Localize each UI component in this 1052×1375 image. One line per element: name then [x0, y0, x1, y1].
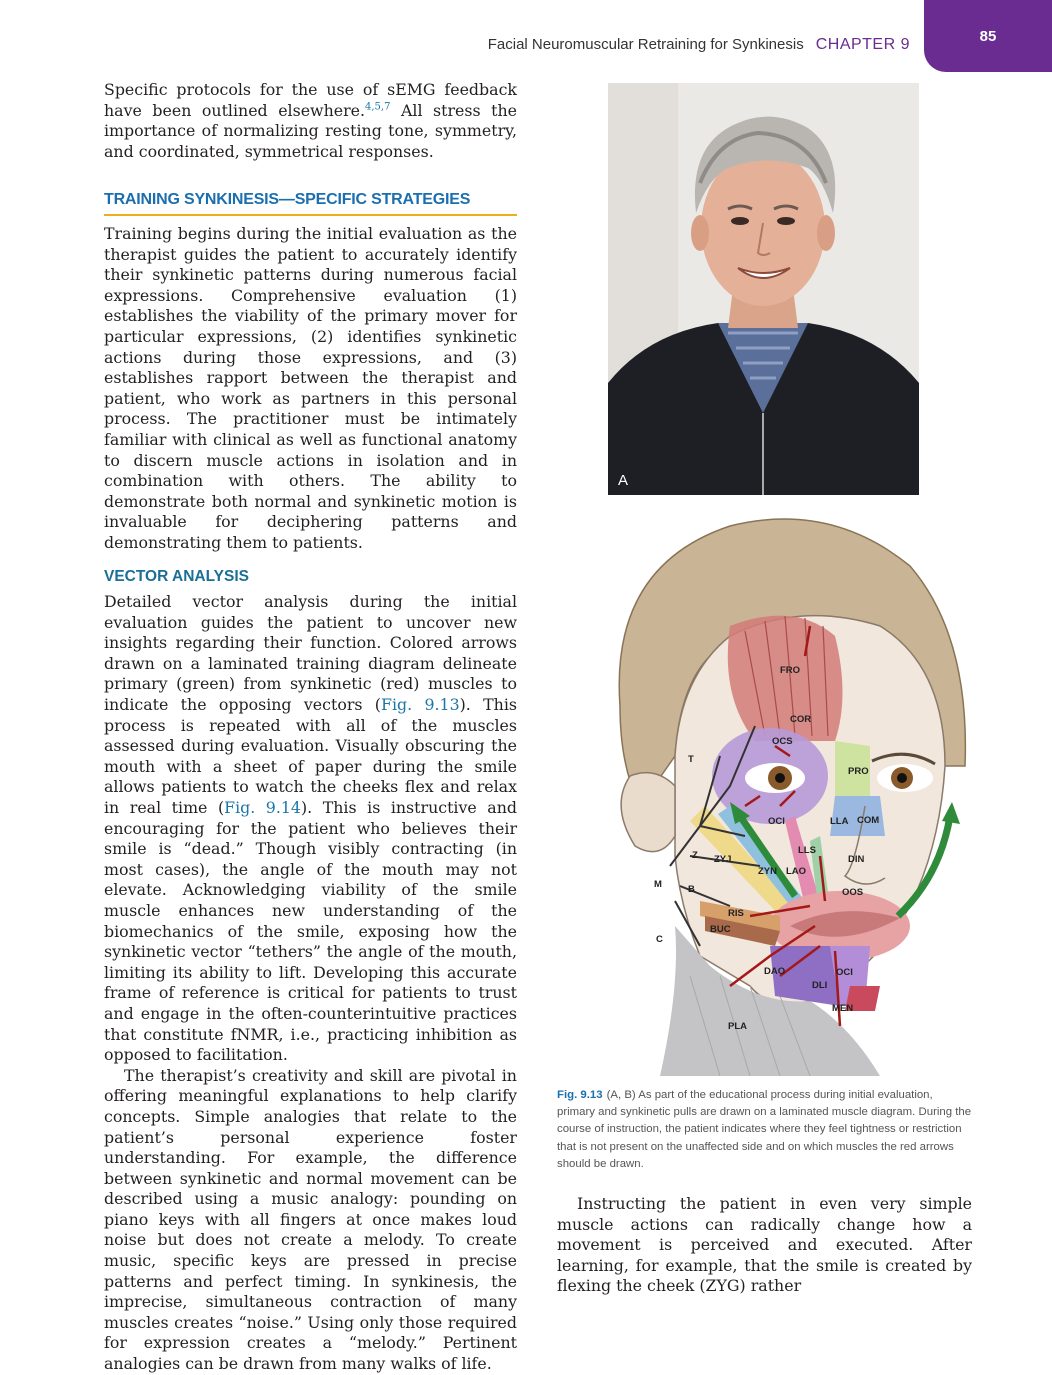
- section-heading-training: TRAINING SYNKINESIS—SPECIFIC STRATEGIES: [104, 190, 517, 216]
- label-men: MEN: [832, 1003, 854, 1014]
- left-column: [104, 80, 517, 1375]
- label-dli: DLI: [812, 980, 828, 991]
- figure-link-9-13[interactable]: Fig. 9.13: [380, 695, 460, 715]
- label-com: COM: [857, 815, 880, 826]
- caption-text: (A, B) As part of the educational process during initial evaluation, primary and synkinetic pulls are drawn on a laminated muscle diagram. During the course of instruction, the patient indicates where they feel tightness or restriction that is not present on the unaffected side and on which muscles the red arrows should be drawn.: [557, 1089, 972, 1170]
- facial-muscle-illustration: [580, 506, 970, 1076]
- label-ris: RIS: [728, 908, 744, 919]
- patient-portrait-illustration: [608, 83, 919, 495]
- label-z: Z: [692, 850, 698, 861]
- label-lao: LAO: [786, 866, 807, 877]
- label-dao: DAO: [764, 966, 786, 977]
- figure-number: Fig. 9.13: [557, 1089, 603, 1101]
- label-t: T: [688, 754, 694, 765]
- label-oci-lower: OCI: [836, 967, 853, 978]
- label-oos: OOS: [842, 887, 864, 898]
- label-zyn: ZYN: [758, 866, 777, 877]
- label-cor: COR: [790, 714, 812, 725]
- chapter-label: CHAPTER 9: [815, 36, 910, 53]
- page-number: 85: [979, 27, 997, 45]
- figure-link-9-14[interactable]: Fig. 9.14: [224, 798, 301, 817]
- photo-panel-label: A: [618, 472, 629, 489]
- label-pla: PLA: [728, 1021, 747, 1032]
- paragraph-semg: Specific protocols for the use of sEMG feedback have been outlined elsewhere.$^{4,5,7}$ All stress the importance of normalizing resting tone, symmetry, and coordinated, symmetrical responses.: [104, 80, 517, 161]
- subsection-heading-vector: VECTOR ANALYSIS: [104, 568, 249, 586]
- label-c: C: [656, 934, 663, 945]
- label-lls: LLS: [798, 845, 816, 856]
- label-ocs: OCS: [772, 736, 793, 747]
- paragraph-vector: Detailed vector analysis during the initial evaluation guides the patient to uncover new insights regarding their function. Colored arrows drawn on a laminated training diagram delineate primary (green) from synkinetic (red) muscles to indicate the opposing vectors (Fig. 9.13). This process is repeated with all of the muscles assessed during evaluation. Visually obscuring the mouth with a sheet of paper during the smile allows patients to watch the cheeks flex and relax in real time (Fig. 9.14). This is instructive and encouraging for the patient who believes their smile is “dead.” Though visibly contracting (in most cases), the angle of the mouth may not elevate. Acknowledging viability of the smile muscle enhances new understanding of the biomechanics of the smile, exposing how the synkinetic vector “tethers” the angle of the mouth, limiting its ability to lift. Developing this accurate frame of reference is critical for patients to trust and engage in the often-counterintuitive practices that constitute fNMR, i.e., practicing inhibition as opposed to facilitation.: [104, 592, 518, 1065]
- label-b: B: [688, 884, 695, 895]
- right-column-text: [557, 1194, 972, 1297]
- label-din: DIN: [848, 854, 865, 865]
- muscle-diagram: [580, 506, 970, 1076]
- label-oci-upper: OCI: [768, 816, 785, 827]
- running-title: Facial Neuromuscular Retraining for Synkinesis: [487, 36, 804, 53]
- page-number-tab: [924, 0, 1052, 72]
- running-head: [430, 36, 910, 54]
- label-fro: FRO: [780, 665, 801, 676]
- figure-caption: [557, 1087, 972, 1173]
- label-zyj: ZYJ: [714, 854, 732, 865]
- label-m: M: [654, 879, 662, 890]
- paragraph-analogies: The therapist’s creativity and skill are pivotal in offering meaningful explanations to help clarify concepts. Simple analogies that relate to the patient’s personal experience foster understanding. For example, the difference between synkinetic and normal movement can be described using a music analogy: pounding on piano keys with all fingers at once makes loud noise but does not create a melody. To create music, specific keys are pressed in precise patterns and perfect timing. In synkinesis, the imprecise, simultaneous contraction of many muscles creates “noise.” Using only those required for expression creates a “melody.” Pertinent analogies can be drawn from many walks of life.: [104, 1065, 517, 1374]
- patient-photo: [608, 83, 919, 495]
- paragraph-training: Training begins during the initial evaluation as the therapist guides the patient to accurately identify their synkinetic patterns during numerous facial expressions. Comprehensive evaluation (1) establishes the viability of the primary mover for particular expressions, (2) identifies synkinetic actions during those expressions, and (3) establishes rapport between the therapist and patient, who work as partners in this personal process. The practitioner must be intimately familiar with clinical as well as functional anatomy to discern muscle actions in isolation and in combination with others. The ability to demonstrate both normal and synkinetic motion is invaluable for deciphering patterns and demonstrating them to patients.: [104, 223, 517, 552]
- paragraph-instructing: Instructing the patient in even very simple muscle actions can radically change how a movement is perceived and executed. After learning, for example, that the smile is created by flexing the cheek (ZYG) rather: [557, 1194, 972, 1296]
- label-buc: BUC: [710, 924, 731, 935]
- label-lla: LLA: [830, 816, 849, 827]
- reference-citation[interactable]: 4,5,7: [365, 101, 391, 113]
- label-pro: PRO: [848, 766, 869, 777]
